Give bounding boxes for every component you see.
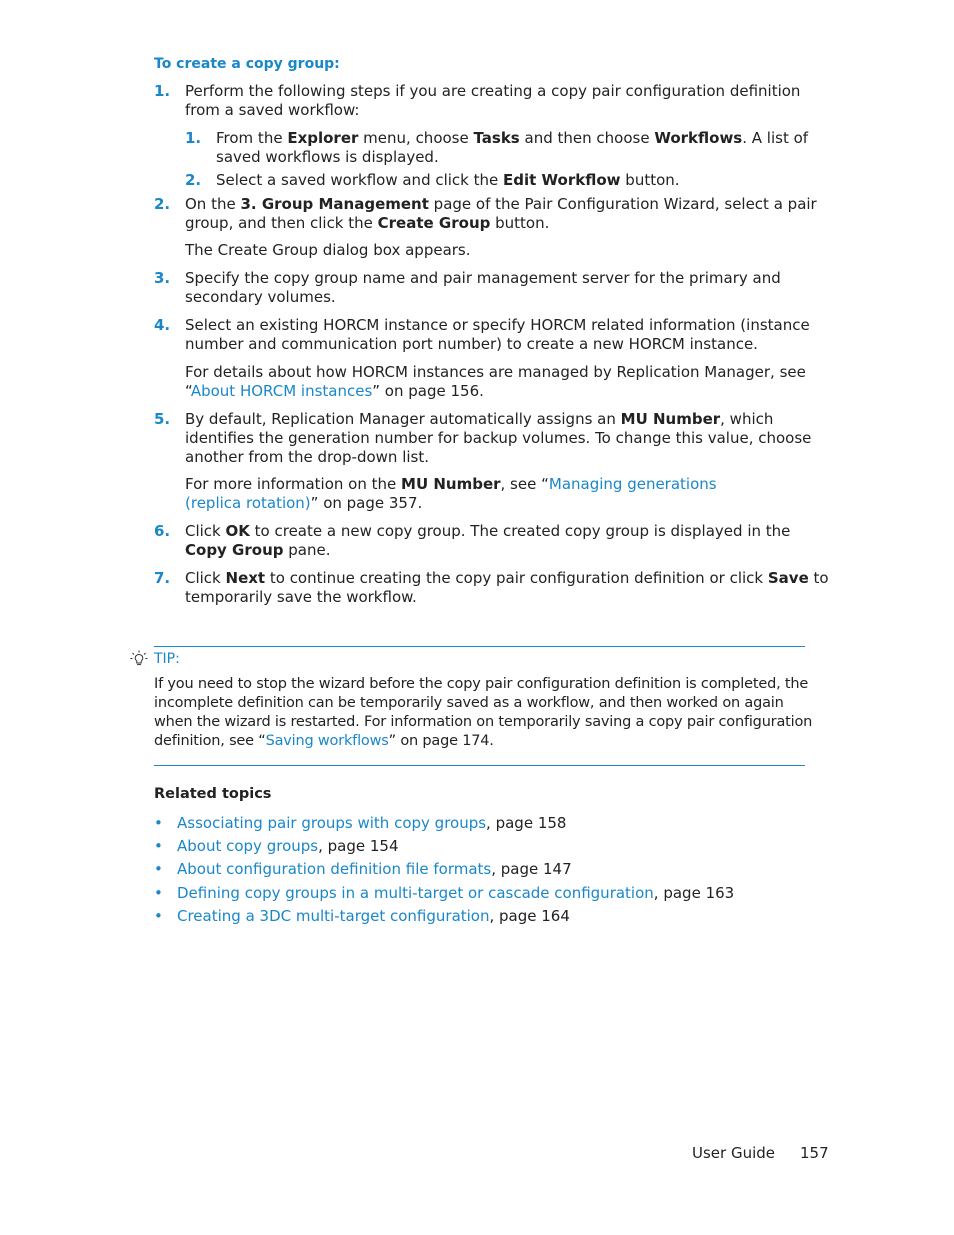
step-number: 7.: [154, 569, 171, 587]
step-text: Click Next to continue creating the copy pair configuration definition or click Save to temporarily save the workflow.: [185, 569, 829, 606]
substep-number: 1.: [185, 129, 202, 147]
tip-label: TIP:: [154, 651, 180, 667]
substep-text: From the Explorer menu, choose Tasks and then choose Workflows. A list of saved workflows is displayed.: [216, 129, 809, 166]
step-text: On the 3. Group Management page of the Pair Configuration Wizard, select a pair group, and then click the Create Group button.: [185, 195, 817, 232]
substep-number: 2.: [185, 171, 202, 189]
bullet-icon: •: [154, 884, 163, 902]
step-text: Click OK to create a new copy group. The created copy group is displayed in the Copy Group pane.: [185, 522, 791, 559]
step-number: 1.: [154, 82, 171, 100]
bullet-icon: •: [154, 907, 163, 925]
related-topic-link[interactable]: Associating pair groups with copy groups: [177, 814, 487, 832]
step-text: Perform the following steps if you are creating a copy pair configuration definition from a saved workflow:: [185, 82, 801, 119]
step-note: For details about how HORCM instances are managed by Replication Manager, see “About HORCM instances” on page 156.: [185, 363, 806, 400]
step-number: 4.: [154, 316, 171, 334]
bullet-icon: •: [154, 860, 163, 878]
link-managing-generations[interactable]: Managing generations (replica rotation): [185, 475, 717, 512]
related-topic-link[interactable]: About copy groups: [177, 837, 319, 855]
tip-top-rule: [154, 646, 805, 647]
related-topic-item: • Defining copy groups in a multi-target or cascade configuration, page 163: [154, 884, 735, 902]
step-text: Select an existing HORCM instance or specify HORCM related information (instance number and communication port number) to create a new HORCM instance.: [185, 316, 810, 353]
substep-text: Select a saved workflow and click the Edit Workflow button.: [216, 171, 680, 189]
procedure-title: To create a copy group:: [154, 56, 340, 72]
step-number: 5.: [154, 410, 171, 428]
tip-body: If you need to stop the wizard before the copy pair configuration definition is completed, the incomplete definition can be temporarily saved as a workflow, and then worked on again when the wizard is restarted. For information on temporarily saving a copy pair configuration definition, see “Saving workflows” on page 174.: [154, 676, 813, 749]
footer-label: User Guide: [692, 1144, 776, 1162]
step-number: 6.: [154, 522, 171, 540]
link-saving-workflows[interactable]: Saving workflows: [265, 733, 389, 749]
related-topic-item: • Creating a 3DC multi-target configuration, page 164: [154, 907, 570, 925]
step-text: By default, Replication Manager automatically assigns an MU Number, which identifies the generation number for backup volumes. To change this value, choose another from the drop-down list.: [185, 410, 812, 466]
step-text: Specify the copy group name and pair management server for the primary and secondary volumes.: [185, 269, 781, 306]
related-topic-item: • About configuration definition file formats, page 147: [154, 860, 572, 878]
step-number: 3.: [154, 269, 171, 287]
related-topic-link[interactable]: Defining copy groups in a multi-target or cascade configuration: [177, 884, 654, 902]
tip-bottom-rule: [154, 765, 805, 766]
bullet-icon: •: [154, 837, 163, 855]
step-note: For more information on the MU Number, see “Managing generations (replica rotation)” on page 357.: [185, 475, 717, 512]
link-about-horcm-instances[interactable]: About HORCM instances: [190, 382, 373, 400]
page-number: 157: [800, 1144, 829, 1162]
related-topic-link[interactable]: About configuration definition file formats: [177, 860, 492, 878]
step-note: The Create Group dialog box appears.: [185, 241, 471, 259]
related-topic-item: • Associating pair groups with copy groups, page 158: [154, 814, 567, 832]
bullet-icon: •: [154, 814, 163, 832]
step-number: 2.: [154, 195, 171, 213]
lightbulb-icon: [130, 650, 148, 668]
related-topic-item: • About copy groups, page 154: [154, 837, 399, 855]
related-topics-heading: Related topics: [154, 786, 272, 802]
related-topic-link[interactable]: Creating a 3DC multi-target configuration: [177, 907, 490, 925]
